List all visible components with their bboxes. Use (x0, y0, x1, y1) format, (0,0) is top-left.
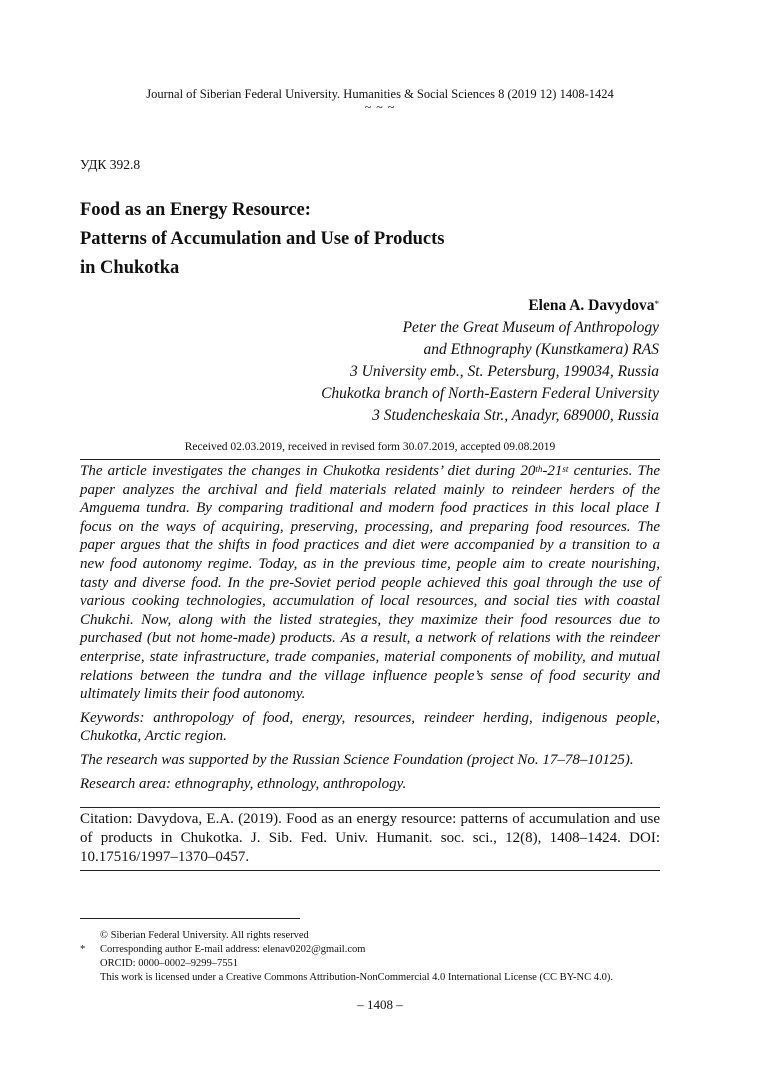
citation-top-rule (80, 807, 660, 808)
abstract-part-1: The article investigates the changes in Chukotka residents’ diet during 20 (80, 463, 536, 479)
citation: Citation: Davydova, E.A. (2019). Food as an energy resource: patterns of accumulation and use of products in Chukotka. J. Sib. Fed. Univ. Humanit. soc. sci., 12(8), 1408–1424. DOI: 10.17516/1997–1370–0457. (80, 811, 660, 865)
article-title (80, 196, 640, 283)
abstract-part-3: centuries. The paper analyzes the archival and field materials related mainly to reindeer herders of the Amguema tundra. By comparing traditional and modern food practices in this local place I focus on the ways of acquiring, preserving, processing, and preparing food resources. The paper argues that the shifts in food practices and diet were accompanied by a transition to a new food autonomy regime. Today, as in the previous time, people aim to create nourishing, tasty and diverse food. In the pre-Soviet period people achieved this goal through the use of various cooking technologies, accumulation of local resources, and social ties with coastal Chukchi. Now, along with the listed strategies, they maximize their food resources due to purchased (but not home-made) products. As a result, a network of relations with the reindeer enterprise, state infrastructure, trade companies, material components of mobility, and mutual relations between the tundra and the village influence people’s sense of food security and ultimately limits their food autonomy. (80, 463, 661, 703)
footnote-corresponding-text: Corresponding author E-mail address: elenav0202@gmail.com (100, 944, 366, 955)
abstract-block (80, 462, 660, 798)
footnote-rule (80, 918, 300, 919)
footnote-corresponding (80, 943, 680, 957)
footnote-copyright: © Siberian Federal University. All rights reserved (100, 930, 309, 941)
abstract-part-2: -21 (542, 463, 563, 479)
footnote-license: This work is licensed under a Creative Commons Attribution-NonCommercial 4.0 International License (CC BY-NC 4.0). (100, 972, 613, 983)
received-dates: Received 02.03.2019, received in revised form 30.07.2019, accepted 09.08.2019 (184, 441, 556, 453)
author-name-text: Elena A. Davydova (528, 297, 655, 314)
abstract-sup-2: st (562, 464, 569, 474)
udk-code: УДК 392.8 (80, 157, 141, 172)
affiliation-line-4: Chukotka branch of North-Eastern Federal University (321, 385, 659, 402)
title-line-2: Patterns of Accumulation and Use of Products (80, 229, 445, 249)
header-separator: ~ ~ ~ (364, 100, 396, 114)
affiliation-line-3: 3 University emb., St. Petersburg, 199034, Russia (350, 363, 659, 380)
abstract-sup-1: th (535, 464, 543, 474)
abstract-text (80, 462, 660, 704)
affiliation-line-1: Peter the Great Museum of Anthropology (402, 319, 659, 336)
title-line-1: Food as an Energy Resource: (80, 200, 311, 220)
funding-note: The research was supported by the Russian Science Foundation (project No. 17–78–10125). (80, 751, 634, 768)
citation-bottom-rule (80, 870, 660, 871)
journal-header: Journal of Siberian Federal University. Humanities & Social Sciences 8 (2019 12) 1408-1424 (146, 87, 614, 101)
abstract-top-rule (80, 459, 660, 460)
affiliation-line-2: and Ethnography (Kunstkamera) RAS (423, 341, 659, 358)
footnotes (80, 929, 680, 985)
author-name (321, 295, 659, 317)
page-number: – 1408 – (357, 997, 403, 1012)
keywords: Keywords: anthropology of food, energy, resources, reindeer herding, indigenous people, Chukotka, Arctic region. (80, 709, 660, 745)
author-mark: * (654, 299, 659, 309)
research-area: Research area: ethnography, ethnology, anthropology. (80, 775, 407, 792)
affiliation-line-5: 3 Studencheskaia Str., Anadyr, 689000, Russia (372, 407, 659, 424)
title-line-3: in Chukotka (80, 258, 180, 278)
author-block (321, 295, 659, 427)
footnote-mark: * (80, 944, 86, 955)
footnote-orcid: ORCID: 0000–0002–9299–7551 (100, 958, 238, 969)
